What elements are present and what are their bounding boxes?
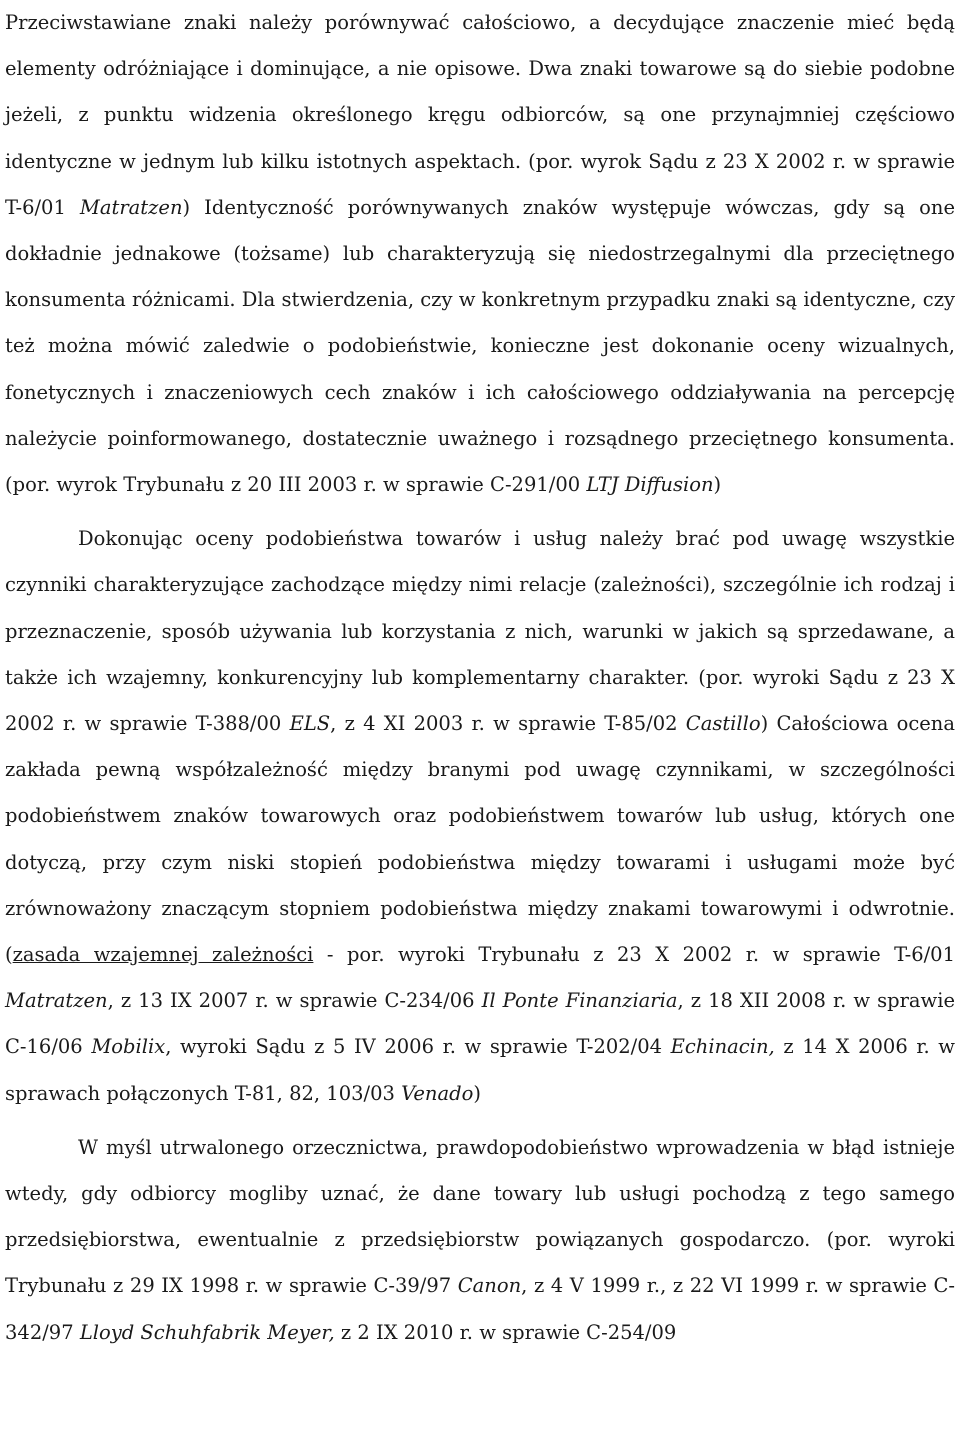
case-name: Lloyd Schuhfabrik Meyer, xyxy=(79,1320,335,1344)
text-run: , z 4 V 1999 r., z 22 VI 1999 r. w sprawie C-342/97 xyxy=(5,1274,955,1344)
case-name: Castillo xyxy=(685,712,761,736)
text-run: Przeciwstawiane znaki należy porównywać całościowo, a decydujące znaczenie mieć będą elementy odróżniające i dominujące, a nie opisowe. Dwa znaki towarowe są do siebie podobne jeżeli, z punktu widzenia określonego kręgu odbiorców, są one przynajmniej częściowo identyczne w jednym lub kilku istotnych aspektach. (por. wyrok Sądu z 23 X 2002 r. w sprawie T-6/01 xyxy=(5,11,955,219)
case-name: Il Ponte Finanziaria xyxy=(481,989,678,1013)
underlined-principle: zasada wzajemnej zależności xyxy=(12,943,314,967)
text-run: ) xyxy=(473,1081,481,1105)
paragraph-goods-similarity xyxy=(5,516,955,1117)
case-name: ELS xyxy=(289,712,331,736)
text-run: z 2 IX 2010 r. w sprawie C-254/09 xyxy=(334,1320,677,1344)
text-run: ) Identyczność porównywanych znaków występuje wówczas, gdy są one dokładnie jednakowe (tożsame) lub charakteryzują się niedostrzegalnymi dla przeciętnego konsumenta różnicami. Dla stwierdzenia, czy w konkretnym przypadku znaki są identyczne, czy też można mówić zaledwie o podobieństwie, konieczne jest dokonanie oceny wizualnych, fonetycznych i znaczeniowych cech znaków i ich całościowego oddziaływania na percepcję należycie poinformowanego, dostatecznie uważnego i rozsądnego przeciętnego konsumenta. (por. wyrok Trybunału z 20 III 2003 r. w sprawie C-291/00 xyxy=(5,195,955,497)
case-name: LTJ Diffusion xyxy=(586,473,714,497)
case-name: Matratzen xyxy=(79,195,183,219)
case-name: Venado xyxy=(401,1081,474,1105)
text-run: , wyroki Sądu z 5 IV 2006 r. w sprawie T-202/04 xyxy=(165,1035,671,1059)
case-name: Echinacin, xyxy=(670,1035,775,1059)
case-name: Matratzen xyxy=(5,989,108,1013)
text-run: , z 18 XII 2008 r. w sprawie C-16/06 xyxy=(5,989,956,1059)
text-run: W myśl utrwalonego orzecznictwa, prawdopodobieństwo wprowadzenia w błąd istnieje wtedy, gdy odbiorcy mogliby uznać, że dane towary lub usługi pochodzą z tego samego przedsiębiorstwa, ewentualnie z przedsiębiorstw powiązanych gospodarczo. (por. wyroki Trybunału z 29 IX 1998 r. w sprawie C-39/97 xyxy=(5,1135,955,1298)
text-run: , z 13 IX 2007 r. w sprawie C-234/06 xyxy=(107,989,482,1013)
case-name: Mobilix xyxy=(91,1035,166,1059)
paragraph-likelihood-of-confusion xyxy=(5,1125,955,1356)
text-run: - por. wyroki Trybunału z 23 X 2002 r. w sprawie T-6/01 xyxy=(313,943,955,967)
text-run: , z 4 XI 2003 r. w sprawie T-85/02 xyxy=(330,712,686,736)
text-run: z 14 X 2006 r. w sprawach połączonych T-81, 82, 103/03 xyxy=(5,1035,956,1105)
text-run: Dokonując oceny podobieństwa towarów i usług należy brać pod uwagę wszystkie czynniki charakteryzujące zachodzące między nimi relacje (zależności), szczególnie ich rodzaj i przeznaczenie, sposób używania lub korzystania z nich, warunki w jakich są sprzedawane, a także ich wzajemny, konkurencyjny lub komplementarny charakter. (por. wyroki Sądu z 23 X 2002 r. w sprawie T-388/00 xyxy=(5,527,955,736)
text-run: ) xyxy=(713,473,722,497)
case-name: Canon xyxy=(457,1274,522,1298)
paragraph-overall-comparison xyxy=(5,0,955,508)
text-run: ) Całościowa ocena zakłada pewną współzależność między branymi pod uwagę czynnikami, w szczególności podobieństwem znaków towarowych oraz podobieństwem towarów lub usług, których one dotyczą, przy czym niski stopień podobieństwa między towarami i usługami może być zrównoważony znaczącym stopniem podobieństwa między znakami towarowymi i odwrotnie. ( xyxy=(5,712,955,967)
